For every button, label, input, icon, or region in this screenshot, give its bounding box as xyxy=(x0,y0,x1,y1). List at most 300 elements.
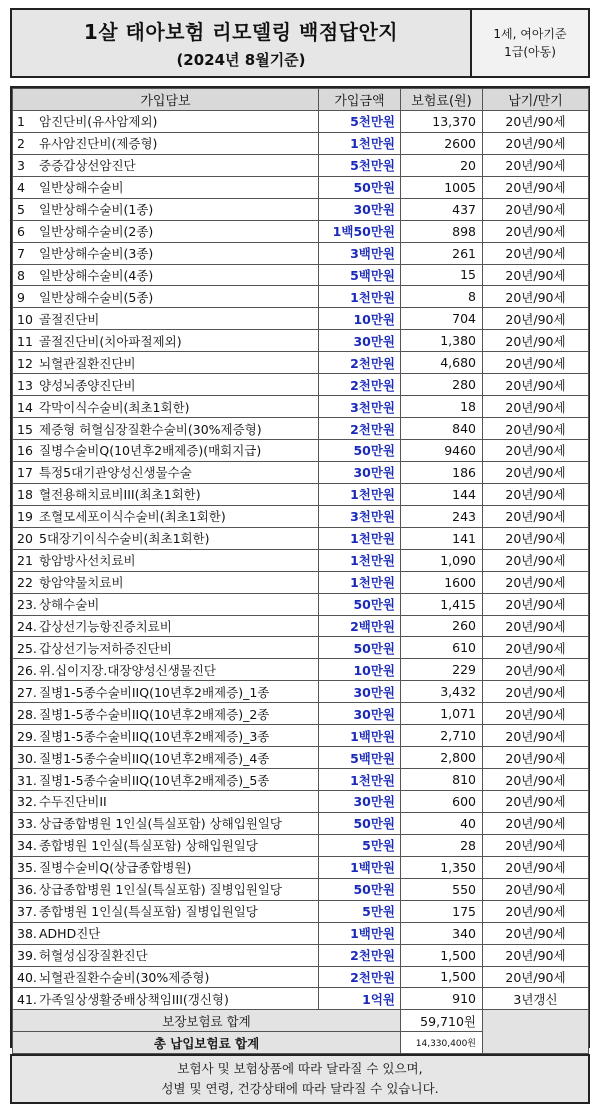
row-number: 20 xyxy=(17,531,33,547)
coverage-premium: 1600 xyxy=(401,571,483,593)
coverage-name: 일반상해수술비(4종) xyxy=(39,267,154,283)
table-row xyxy=(13,725,589,747)
row-number: 37. xyxy=(17,904,37,920)
coverage-premium: 144 xyxy=(401,483,483,505)
coverage-name-cell xyxy=(13,856,319,878)
coverage-term: 20년/90세 xyxy=(483,922,589,944)
table-row xyxy=(13,593,589,615)
coverage-term: 20년/90세 xyxy=(483,878,589,900)
row-number: 6 xyxy=(17,224,25,240)
row-number: 35. xyxy=(17,860,37,876)
coverage-name: 제증형 허혈심장질환수술비(30%제증형) xyxy=(39,421,262,437)
coverage-name: 수두진단비II xyxy=(39,794,107,810)
coverage-name: 갑상선기능항진증치료비 xyxy=(39,618,172,634)
coverage-amount: 50만원 xyxy=(319,637,401,659)
coverage-amount: 1천만원 xyxy=(319,132,401,154)
coverage-term: 20년/90세 xyxy=(483,637,589,659)
coverage-name-cell xyxy=(13,944,319,966)
coverage-premium: 280 xyxy=(401,374,483,396)
coverage-name-cell xyxy=(13,286,319,308)
row-number: 22 xyxy=(17,575,33,591)
disclaimer-footer xyxy=(10,1054,590,1104)
row-number: 25. xyxy=(17,640,37,656)
row-number: 17 xyxy=(17,465,33,481)
coverage-name: 암진단비(유사암제외) xyxy=(39,114,158,130)
row-number: 2 xyxy=(17,136,25,152)
table-row xyxy=(13,812,589,834)
coverage-premium: 1,380 xyxy=(401,330,483,352)
coverage-amount: 30만원 xyxy=(319,703,401,725)
coverage-term: 20년/90세 xyxy=(483,308,589,330)
coverage-term: 20년/90세 xyxy=(483,483,589,505)
coverage-name: 가족일상생활중배상책임III(갱신형) xyxy=(39,991,229,1007)
coverage-name-cell xyxy=(13,878,319,900)
coverage-name-cell xyxy=(13,308,319,330)
table-row xyxy=(13,571,589,593)
row-number: 41. xyxy=(17,991,37,1007)
coverage-term: 20년/90세 xyxy=(483,396,589,418)
coverage-amount: 5천만원 xyxy=(319,154,401,176)
row-number: 24. xyxy=(17,618,37,634)
coverage-name: 중증갑상선암진단 xyxy=(39,158,136,174)
coverage-amount: 2천만원 xyxy=(319,374,401,396)
coverage-premium: 15 xyxy=(401,264,483,286)
document-header xyxy=(10,8,590,78)
coverage-amount: 50만원 xyxy=(319,176,401,198)
coverage-amount: 2천만원 xyxy=(319,944,401,966)
coverage-name-cell xyxy=(13,549,319,571)
coverage-premium: 550 xyxy=(401,878,483,900)
table-row xyxy=(13,483,589,505)
coverage-amount: 5백만원 xyxy=(319,747,401,769)
coverage-term: 20년/90세 xyxy=(483,352,589,374)
coverage-amount: 2천만원 xyxy=(319,352,401,374)
coverage-amount: 3천만원 xyxy=(319,505,401,527)
table-row xyxy=(13,659,589,681)
column-header-term: 납기/만기 xyxy=(483,89,589,111)
coverage-term: 20년/90세 xyxy=(483,110,589,132)
disclaimer-line-2: 성별 및 연령, 건강상태에 따라 달라질 수 있습니다. xyxy=(161,1081,439,1096)
coverage-premium: 704 xyxy=(401,308,483,330)
row-number: 26. xyxy=(17,662,37,678)
row-number: 31. xyxy=(17,772,37,788)
row-number: 23. xyxy=(17,597,37,613)
coverage-amount: 5천만원 xyxy=(319,110,401,132)
coverage-name-cell xyxy=(13,637,319,659)
coverage-amount: 1천만원 xyxy=(319,286,401,308)
table-row xyxy=(13,374,589,396)
header-criteria-block xyxy=(472,10,588,76)
coverage-name-cell xyxy=(13,769,319,791)
coverage-amount: 1백50만원 xyxy=(319,220,401,242)
coverage-term: 20년/90세 xyxy=(483,461,589,483)
coverage-name: 종합병원 1인실(특실포함) 상해입원일당 xyxy=(39,838,258,854)
coverage-amount: 5만원 xyxy=(319,834,401,856)
table-row xyxy=(13,352,589,374)
coverage-name-cell xyxy=(13,681,319,703)
total-row xyxy=(13,1010,589,1032)
coverage-premium: 20 xyxy=(401,154,483,176)
row-number: 9 xyxy=(17,289,25,305)
table-row xyxy=(13,549,589,571)
coverage-amount: 2천만원 xyxy=(319,966,401,988)
grand-total-value: 14,330,400원 xyxy=(401,1032,483,1054)
table-row xyxy=(13,286,589,308)
coverage-term: 20년/90세 xyxy=(483,176,589,198)
row-number: 38. xyxy=(17,926,37,942)
coverage-premium: 340 xyxy=(401,922,483,944)
table-row xyxy=(13,176,589,198)
row-number: 15 xyxy=(17,421,33,437)
row-number: 4 xyxy=(17,180,25,196)
coverage-premium: 13,370 xyxy=(401,110,483,132)
column-header-amount: 가입금액 xyxy=(319,89,401,111)
coverage-amount: 1억원 xyxy=(319,988,401,1010)
criteria-grade: 1급(아동) xyxy=(504,45,556,59)
coverage-amount: 1천만원 xyxy=(319,527,401,549)
coverage-name-cell xyxy=(13,418,319,440)
total-label: 보장보험료 합계 xyxy=(13,1010,401,1032)
coverage-name-cell xyxy=(13,505,319,527)
coverage-term: 20년/90세 xyxy=(483,944,589,966)
coverage-premium: 2,710 xyxy=(401,725,483,747)
coverage-term: 20년/90세 xyxy=(483,198,589,220)
coverage-name-cell xyxy=(13,374,319,396)
coverage-amount: 30만원 xyxy=(319,198,401,220)
coverage-amount: 1천만원 xyxy=(319,549,401,571)
coverage-name-cell xyxy=(13,154,319,176)
table-row xyxy=(13,396,589,418)
coverage-name-cell xyxy=(13,747,319,769)
table-row xyxy=(13,703,589,725)
coverage-name-cell xyxy=(13,330,319,352)
table-row xyxy=(13,791,589,813)
coverage-premium: 840 xyxy=(401,418,483,440)
row-number: 8 xyxy=(17,267,25,283)
coverage-name: 일반상해수술비(3종) xyxy=(39,246,154,262)
coverage-term: 20년/90세 xyxy=(483,220,589,242)
coverage-name-cell xyxy=(13,593,319,615)
coverage-premium: 898 xyxy=(401,220,483,242)
coverage-name: 질병1-5종수술비IIQ(10년후2배제증)_3종 xyxy=(39,728,270,744)
coverage-name: 각막이식수술비(최초1회한) xyxy=(39,399,190,415)
coverage-name: 5대장기이식수술비(최초1회한) xyxy=(39,531,210,547)
coverage-premium: 3,432 xyxy=(401,681,483,703)
coverage-name-cell xyxy=(13,703,319,725)
coverage-name-cell xyxy=(13,812,319,834)
row-number: 3 xyxy=(17,158,25,174)
coverage-name: 일반상해수술비(2종) xyxy=(39,224,154,240)
coverage-name-cell xyxy=(13,900,319,922)
coverage-term: 20년/90세 xyxy=(483,593,589,615)
row-number: 36. xyxy=(17,882,37,898)
coverage-name: 질병1-5종수술비IIQ(10년후2배제증)_2종 xyxy=(39,706,270,722)
coverage-premium: 141 xyxy=(401,527,483,549)
coverage-name-cell xyxy=(13,571,319,593)
coverage-name-cell xyxy=(13,483,319,505)
coverage-term: 20년/90세 xyxy=(483,571,589,593)
coverage-term: 20년/90세 xyxy=(483,132,589,154)
row-number: 30. xyxy=(17,750,37,766)
table-row xyxy=(13,308,589,330)
row-number: 5 xyxy=(17,202,25,218)
coverage-term: 20년/90세 xyxy=(483,725,589,747)
table-row xyxy=(13,615,589,637)
coverage-premium: 1,090 xyxy=(401,549,483,571)
coverage-name: 갑상선기능저하증진단비 xyxy=(39,640,172,656)
coverage-amount: 50만원 xyxy=(319,440,401,462)
coverage-term: 20년/90세 xyxy=(483,505,589,527)
row-number: 11 xyxy=(17,333,33,349)
row-number: 21 xyxy=(17,553,33,569)
coverage-amount: 30만원 xyxy=(319,330,401,352)
coverage-amount: 1천만원 xyxy=(319,483,401,505)
coverage-table xyxy=(12,88,589,1054)
table-row xyxy=(13,154,589,176)
row-number: 19 xyxy=(17,509,33,525)
coverage-amount: 5백만원 xyxy=(319,264,401,286)
table-row xyxy=(13,637,589,659)
coverage-premium: 810 xyxy=(401,769,483,791)
coverage-premium: 437 xyxy=(401,198,483,220)
coverage-premium: 610 xyxy=(401,637,483,659)
coverage-term: 20년/90세 xyxy=(483,966,589,988)
table-row xyxy=(13,966,589,988)
table-row xyxy=(13,769,589,791)
coverage-name: 특정5대기관양성신생물수술 xyxy=(39,465,192,481)
coverage-name: 상급종합병원 1인실(특실포함) 상해입원일당 xyxy=(39,816,283,832)
row-number: 1 xyxy=(17,114,25,130)
table-row xyxy=(13,132,589,154)
disclaimer-line-1: 보험사 및 보험상품에 따라 달라질 수 있으며, xyxy=(177,1061,423,1076)
coverage-premium: 4,680 xyxy=(401,352,483,374)
table-row xyxy=(13,878,589,900)
table-body xyxy=(13,110,589,1009)
coverage-premium: 261 xyxy=(401,242,483,264)
table-row xyxy=(13,418,589,440)
coverage-term: 20년/90세 xyxy=(483,418,589,440)
row-number: 27. xyxy=(17,684,37,700)
coverage-term: 20년/90세 xyxy=(483,747,589,769)
coverage-premium: 18 xyxy=(401,396,483,418)
coverage-term: 20년/90세 xyxy=(483,440,589,462)
row-number: 34. xyxy=(17,838,37,854)
row-number: 32. xyxy=(17,794,37,810)
coverage-name: 질병1-5종수술비IIQ(10년후2배제증)_4종 xyxy=(39,750,270,766)
coverage-term: 20년/90세 xyxy=(483,659,589,681)
coverage-amount: 30만원 xyxy=(319,461,401,483)
coverage-premium: 1,500 xyxy=(401,944,483,966)
coverage-term: 20년/90세 xyxy=(483,834,589,856)
coverage-name: 일반상해수술비(1종) xyxy=(39,202,154,218)
coverage-term: 20년/90세 xyxy=(483,900,589,922)
row-number: 10 xyxy=(17,311,33,327)
coverage-term: 20년/90세 xyxy=(483,856,589,878)
coverage-premium: 40 xyxy=(401,812,483,834)
coverage-premium: 28 xyxy=(401,834,483,856)
coverage-premium: 1005 xyxy=(401,176,483,198)
coverage-name: 질병1-5종수술비IIQ(10년후2배제증)_5종 xyxy=(39,772,270,788)
coverage-name: 혈전용해치료비III(최초1회한) xyxy=(39,487,201,503)
coverage-name: 상해수술비 xyxy=(39,597,100,613)
column-header-premium: 보험료(원) xyxy=(401,89,483,111)
table-row xyxy=(13,330,589,352)
coverage-name-cell xyxy=(13,198,319,220)
row-number: 16 xyxy=(17,443,33,459)
coverage-term: 20년/90세 xyxy=(483,681,589,703)
coverage-name: 유사암진단비(제증형) xyxy=(39,136,158,152)
coverage-name-cell xyxy=(13,834,319,856)
coverage-name-cell xyxy=(13,988,319,1010)
coverage-premium: 1,415 xyxy=(401,593,483,615)
coverage-name-cell xyxy=(13,264,319,286)
header-title-block xyxy=(12,10,472,76)
coverage-term: 20년/90세 xyxy=(483,264,589,286)
table-row xyxy=(13,461,589,483)
coverage-name-cell xyxy=(13,176,319,198)
coverage-amount: 3천만원 xyxy=(319,396,401,418)
coverage-name-cell xyxy=(13,966,319,988)
coverage-amount: 1백만원 xyxy=(319,922,401,944)
total-blank-cell xyxy=(483,1010,589,1054)
table-row xyxy=(13,242,589,264)
coverage-name-cell xyxy=(13,440,319,462)
coverage-name: 뇌혈관질환진단비 xyxy=(39,355,136,371)
row-number: 7 xyxy=(17,246,25,262)
row-number: 29. xyxy=(17,728,37,744)
table-row xyxy=(13,220,589,242)
coverage-name-cell xyxy=(13,242,319,264)
coverage-name: 조혈모세포이식수술비(최초1회한) xyxy=(39,509,226,525)
coverage-term: 20년/90세 xyxy=(483,374,589,396)
coverage-term: 20년/90세 xyxy=(483,330,589,352)
coverage-amount: 1백만원 xyxy=(319,856,401,878)
coverage-term: 20년/90세 xyxy=(483,812,589,834)
page-title: 1살 태아보험 리모델링 백점답안지 xyxy=(83,20,399,44)
coverage-premium: 600 xyxy=(401,791,483,813)
table-row xyxy=(13,747,589,769)
coverage-premium: 243 xyxy=(401,505,483,527)
coverage-name: 양성뇌종양진단비 xyxy=(39,377,136,393)
table-row xyxy=(13,922,589,944)
coverage-name: 종합병원 1인실(특실포함) 질병입원일당 xyxy=(39,904,258,920)
coverage-amount: 50만원 xyxy=(319,878,401,900)
coverage-amount: 2백만원 xyxy=(319,615,401,637)
coverage-name-cell xyxy=(13,110,319,132)
grand-total-label: 총 납입보험료 합계 xyxy=(13,1032,401,1054)
table-header-row xyxy=(13,89,589,111)
coverage-term: 3년갱신 xyxy=(483,988,589,1010)
coverage-name-cell xyxy=(13,132,319,154)
table-row xyxy=(13,198,589,220)
row-number: 33. xyxy=(17,816,37,832)
coverage-term: 20년/90세 xyxy=(483,703,589,725)
table-row xyxy=(13,440,589,462)
row-number: 12 xyxy=(17,355,33,371)
row-number: 40. xyxy=(17,969,37,985)
page-subtitle: (2024년 8월기준) xyxy=(176,51,306,69)
coverage-term: 20년/90세 xyxy=(483,154,589,176)
coverage-premium: 1,350 xyxy=(401,856,483,878)
coverage-term: 20년/90세 xyxy=(483,286,589,308)
total-value: 59,710원 xyxy=(401,1010,483,1032)
coverage-name: 골절진단비 xyxy=(39,311,100,327)
coverage-name: 질병1-5종수술비IIQ(10년후2배제증)_1종 xyxy=(39,684,270,700)
coverage-name-cell xyxy=(13,791,319,813)
coverage-premium: 8 xyxy=(401,286,483,308)
table-row xyxy=(13,944,589,966)
table-row xyxy=(13,834,589,856)
coverage-premium: 229 xyxy=(401,659,483,681)
coverage-name-cell xyxy=(13,615,319,637)
coverage-term: 20년/90세 xyxy=(483,769,589,791)
coverage-name: 위.십이지장.대장양성신생물진단 xyxy=(39,662,216,678)
coverage-amount: 5만원 xyxy=(319,900,401,922)
table-row xyxy=(13,681,589,703)
coverage-name: 일반상해수술비 xyxy=(39,180,124,196)
table-row xyxy=(13,505,589,527)
coverage-name-cell xyxy=(13,220,319,242)
coverage-name: 질병수술비Q(상급종합병원) xyxy=(39,860,192,876)
row-number: 14 xyxy=(17,399,33,415)
coverage-name-cell xyxy=(13,352,319,374)
coverage-name: 골절진단비(치아파절제외) xyxy=(39,333,182,349)
coverage-amount: 50만원 xyxy=(319,593,401,615)
coverage-premium: 175 xyxy=(401,900,483,922)
table-row xyxy=(13,110,589,132)
coverage-amount: 1백만원 xyxy=(319,725,401,747)
coverage-premium: 2,800 xyxy=(401,747,483,769)
coverage-premium: 1,071 xyxy=(401,703,483,725)
coverage-name-cell xyxy=(13,659,319,681)
coverage-premium: 910 xyxy=(401,988,483,1010)
coverage-premium: 9460 xyxy=(401,440,483,462)
coverage-amount: 30만원 xyxy=(319,681,401,703)
coverage-name: 상급종합병원 1인실(특실포함) 질병입원일당 xyxy=(39,882,283,898)
coverage-term: 20년/90세 xyxy=(483,242,589,264)
coverage-premium: 2600 xyxy=(401,132,483,154)
coverage-term: 20년/90세 xyxy=(483,615,589,637)
table-row xyxy=(13,527,589,549)
coverage-premium: 1,500 xyxy=(401,966,483,988)
table-row xyxy=(13,264,589,286)
coverage-name: 질병수술비Q(10년후2배제증)(매회지급) xyxy=(39,443,262,459)
coverage-name-cell xyxy=(13,396,319,418)
row-number: 28. xyxy=(17,706,37,722)
coverage-name-cell xyxy=(13,527,319,549)
coverage-name-cell xyxy=(13,461,319,483)
column-header-coverage: 가입담보 xyxy=(13,89,319,111)
coverage-amount: 1천만원 xyxy=(319,571,401,593)
coverage-term: 20년/90세 xyxy=(483,527,589,549)
coverage-name: 뇌혈관질환수술비(30%제증형) xyxy=(39,969,210,985)
coverage-term: 20년/90세 xyxy=(483,791,589,813)
coverage-name: 항암약물치료비 xyxy=(39,575,124,591)
coverage-amount: 50만원 xyxy=(319,812,401,834)
coverage-table-container xyxy=(10,86,590,1051)
coverage-premium: 260 xyxy=(401,615,483,637)
coverage-name-cell xyxy=(13,922,319,944)
coverage-name: ADHD진단 xyxy=(39,926,101,942)
coverage-term: 20년/90세 xyxy=(483,549,589,571)
row-number: 18 xyxy=(17,487,33,503)
coverage-name: 허혈성심장질환진단 xyxy=(39,948,148,964)
coverage-name-cell xyxy=(13,725,319,747)
coverage-name: 일반상해수술비(5종) xyxy=(39,289,154,305)
coverage-amount: 10만원 xyxy=(319,659,401,681)
coverage-amount: 3백만원 xyxy=(319,242,401,264)
row-number: 39. xyxy=(17,948,37,964)
